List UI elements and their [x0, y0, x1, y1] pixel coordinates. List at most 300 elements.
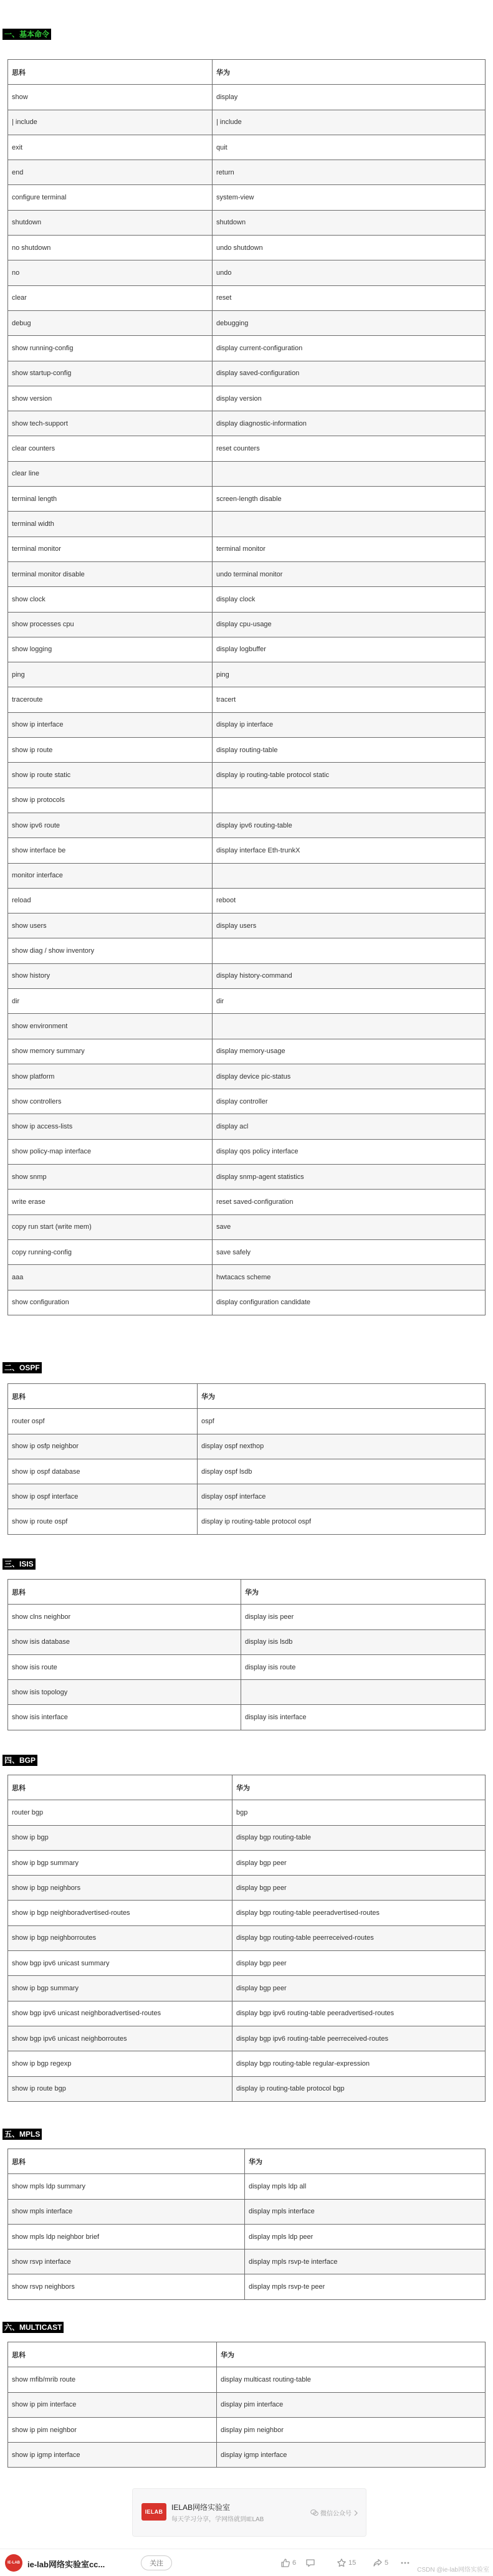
cisco-command-cell: show ip interface — [8, 712, 213, 737]
huawei-command-cell: system-view — [213, 185, 486, 210]
cisco-command-cell: show isis topology — [8, 1680, 241, 1705]
table-head — [8, 1384, 486, 1409]
table-row — [8, 687, 486, 712]
table-row — [8, 135, 486, 160]
huawei-command-cell: display mpls ldp all — [245, 2174, 486, 2199]
table-row — [8, 1901, 486, 1925]
table-row — [8, 436, 486, 461]
huawei-command-cell: display configuration candidate — [213, 1290, 486, 1315]
huawei-command-cell: display routing-table — [213, 738, 486, 763]
wechat-account-link[interactable] — [310, 2508, 358, 2517]
cisco-command-cell: show mpls interface — [8, 2199, 245, 2224]
table-row — [8, 838, 486, 863]
huawei-command-cell: display bgp peer — [232, 1951, 486, 1976]
cisco-command-cell: show memory summary — [8, 1039, 213, 1064]
cisco-command-cell: shutdown — [8, 210, 213, 235]
cisco-command-cell: exit — [8, 135, 213, 160]
huawei-command-cell: display cpu-usage — [213, 612, 486, 637]
huawei-command-cell: display pim interface — [217, 2392, 486, 2417]
cisco-command-cell: show ip bgp — [8, 1825, 232, 1850]
huawei-command-cell: save safely — [213, 1239, 486, 1264]
table-row — [8, 386, 486, 411]
huawei-command-cell: display isis peer — [241, 1605, 486, 1629]
section-title: 一、基本命令 — [2, 29, 51, 40]
table-row — [8, 1976, 486, 2001]
table-row — [8, 1434, 486, 1459]
table-header-row — [8, 60, 486, 85]
table-body — [8, 85, 486, 1315]
table-row — [8, 1825, 486, 1850]
table-head — [8, 1580, 486, 1605]
huawei-command-cell: display acl — [213, 1114, 486, 1139]
huawei-command-cell: save — [213, 1214, 486, 1239]
cisco-command-cell: show ip ospf interface — [8, 1484, 198, 1509]
huawei-command-cell: display saved-configuration — [213, 361, 486, 386]
favorite-count: 15 — [348, 2559, 357, 2567]
huawei-command-cell — [213, 512, 486, 537]
cisco-command-cell: show ipv6 route — [8, 813, 213, 837]
huawei-command-cell: display users — [213, 914, 486, 938]
account-slogan: 每天学习分享，学网络就到IELAB — [171, 2516, 264, 2523]
table-row — [8, 1409, 486, 1434]
huawei-command-cell: display ip routing-table protocol static — [213, 763, 486, 788]
huawei-command-cell: reboot — [213, 888, 486, 913]
cisco-command-cell: show configuration — [8, 1290, 213, 1315]
huawei-command-cell: display ip routing-table protocol bgp — [232, 2076, 486, 2101]
cisco-command-cell: show startup-config — [8, 361, 213, 386]
header-cisco: 思科 — [8, 60, 213, 85]
huawei-command-cell — [213, 461, 486, 486]
table-header-row — [8, 2149, 486, 2174]
cisco-command-cell: show ip protocols — [8, 788, 213, 813]
table-row — [8, 637, 486, 662]
huawei-command-cell: display igmp interface — [217, 2443, 486, 2468]
cisco-command-cell: ping — [8, 662, 213, 687]
avatar[interactable]: IE-LAB — [5, 2554, 22, 2572]
table-row — [8, 310, 486, 335]
cisco-command-cell: show ip bgp neighbors — [8, 1876, 232, 1901]
comment-button[interactable] — [305, 2557, 315, 2569]
table-body — [8, 2367, 486, 2468]
huawei-command-cell: hwtacacs scheme — [213, 1265, 486, 1290]
header-cisco: 思科 — [8, 2342, 217, 2367]
mpls-table — [7, 2149, 486, 2300]
huawei-command-cell: display mpls rsvp-te interface — [245, 2249, 486, 2274]
cisco-command-cell: show ip bgp summary — [8, 1850, 232, 1875]
cisco-command-cell: show rsvp neighbors — [8, 2274, 245, 2299]
follow-button[interactable]: 关注 — [141, 2555, 172, 2570]
cisco-command-cell: show ip ospf database — [8, 1459, 198, 1484]
cisco-command-cell: terminal monitor — [8, 537, 213, 561]
table-row — [8, 1290, 486, 1315]
huawei-command-cell: display qos policy interface — [213, 1139, 486, 1164]
header-cisco: 思科 — [8, 1580, 241, 1605]
cisco-command-cell: show ip bgp regexp — [8, 2051, 232, 2076]
cisco-command-cell: copy run start (write mem) — [8, 1214, 213, 1239]
huawei-command-cell: display pim neighbor — [217, 2417, 486, 2442]
more-button[interactable] — [400, 2557, 410, 2569]
account-name: IELAB网络实验室 — [171, 2503, 231, 2512]
huawei-command-cell: debugging — [213, 310, 486, 335]
cisco-command-cell: show version — [8, 386, 213, 411]
header-huawei: 华为 — [198, 1384, 486, 1409]
cisco-command-cell: no shutdown — [8, 236, 213, 260]
table-row — [8, 963, 486, 988]
cisco-command-cell: router bgp — [8, 1800, 232, 1825]
huawei-command-cell — [213, 788, 486, 813]
table-row — [8, 461, 486, 486]
table-body — [8, 1605, 486, 1730]
table-row — [8, 2001, 486, 2026]
wechat-icon — [310, 2509, 318, 2516]
cisco-command-cell: debug — [8, 310, 213, 335]
account-logo: IELAB — [141, 2503, 166, 2521]
cisco-command-cell: show ip bgp summary — [8, 1976, 232, 2001]
table-row — [8, 260, 486, 285]
table-row — [8, 487, 486, 512]
table-row — [8, 662, 486, 687]
huawei-command-cell: terminal monitor — [213, 537, 486, 561]
cisco-command-cell: show environment — [8, 1014, 213, 1039]
section-title: 四、BGP — [2, 1755, 37, 1766]
cisco-command-cell: show controllers — [8, 1089, 213, 1114]
thumbs-up-icon[interactable] — [280, 2558, 290, 2568]
header-cisco: 思科 — [8, 1384, 198, 1409]
table-row — [8, 411, 486, 436]
cisco-command-cell: show mfib/mrib route — [8, 2367, 217, 2392]
cisco-command-cell: show ip osfp neighbor — [8, 1434, 198, 1459]
table-row — [8, 1654, 486, 1679]
star-icon[interactable] — [337, 2558, 347, 2568]
table-row — [8, 2392, 486, 2417]
table-row — [8, 1139, 486, 1164]
huawei-command-cell: display bgp routing-table regular-expression — [232, 2051, 486, 2076]
cisco-command-cell: show bgp ipv6 unicast summary — [8, 1951, 232, 1976]
cisco-command-cell: show tech-support — [8, 411, 213, 436]
header-huawei: 华为 — [232, 1775, 486, 1800]
huawei-command-cell: undo shutdown — [213, 236, 486, 260]
huawei-command-cell: display mpls ldp peer — [245, 2224, 486, 2249]
table-row — [8, 160, 486, 185]
huawei-command-cell: display device pic-status — [213, 1064, 486, 1089]
cisco-command-cell: show ip route — [8, 738, 213, 763]
huawei-command-cell: dir — [213, 988, 486, 1013]
table-row — [8, 512, 486, 537]
cisco-command-cell: show users — [8, 914, 213, 938]
table-header-row — [8, 1384, 486, 1409]
table-row — [8, 1484, 486, 1509]
cisco-command-cell: show diag / show inventory — [8, 938, 213, 963]
huawei-command-cell: display ospf interface — [198, 1484, 486, 1509]
cisco-command-cell: end — [8, 160, 213, 185]
header-cisco: 思科 — [8, 2149, 245, 2174]
huawei-command-cell: return — [213, 160, 486, 185]
huawei-command-cell: shutdown — [213, 210, 486, 235]
table-row — [8, 988, 486, 1013]
huawei-command-cell: display diagnostic-information — [213, 411, 486, 436]
cisco-command-cell: show interface be — [8, 838, 213, 863]
header-cisco: 思科 — [8, 1775, 232, 1800]
table-header-row — [8, 1580, 486, 1605]
cisco-command-cell: show bgp ipv6 unicast neighborroutes — [8, 2026, 232, 2051]
isis-table — [7, 1579, 486, 1730]
cisco-command-cell: show processes cpu — [8, 612, 213, 637]
cisco-command-cell: clear counters — [8, 436, 213, 461]
huawei-command-cell: display controller — [213, 1089, 486, 1114]
cisco-command-cell: configure terminal — [8, 185, 213, 210]
cisco-command-cell: show — [8, 85, 213, 110]
huawei-command-cell: ospf — [198, 1409, 486, 1434]
table-row — [8, 914, 486, 938]
huawei-command-cell: display ospf nexthop — [198, 1434, 486, 1459]
table-row — [8, 1800, 486, 1825]
table-row — [8, 361, 486, 386]
huawei-command-cell: display ospf lsdb — [198, 1459, 486, 1484]
share-count: 5 — [385, 2559, 389, 2567]
header-huawei: 华为 — [241, 1580, 486, 1605]
table-row — [8, 788, 486, 813]
cisco-command-cell: show ip access-lists — [8, 1114, 213, 1139]
section-title: 三、ISIS — [2, 1558, 36, 1570]
table-row — [8, 85, 486, 110]
cisco-command-cell: write erase — [8, 1190, 213, 1214]
cisco-command-cell: terminal monitor disable — [8, 561, 213, 586]
table-row — [8, 1509, 486, 1534]
table-row — [8, 1951, 486, 1976]
multicast-table — [7, 2342, 486, 2468]
table-head — [8, 60, 486, 85]
table-row — [8, 210, 486, 235]
cisco-command-cell: show running-config — [8, 336, 213, 361]
table-row — [8, 2274, 486, 2299]
huawei-command-cell: display bgp ipv6 routing-table peeradvertised-routes — [232, 2001, 486, 2026]
table-row — [8, 2174, 486, 2199]
cisco-command-cell: show clns neighbor — [8, 1605, 241, 1629]
huawei-command-cell: display isis route — [241, 1654, 486, 1679]
table-row — [8, 537, 486, 561]
table-row — [8, 587, 486, 612]
table-row — [8, 712, 486, 737]
table-head — [8, 2342, 486, 2367]
cisco-command-cell: show bgp ipv6 unicast neighboradvertised-routes — [8, 2001, 232, 2026]
huawei-command-cell: reset counters — [213, 436, 486, 461]
huawei-command-cell: display multicast routing-table — [217, 2367, 486, 2392]
table-row — [8, 2417, 486, 2442]
cisco-command-cell: show ip route ospf — [8, 1509, 198, 1534]
cisco-command-cell: clear — [8, 285, 213, 310]
cisco-command-cell: show mpls ldp neighbor brief — [8, 2224, 245, 2249]
cisco-command-cell: show snmp — [8, 1165, 213, 1190]
cisco-command-cell: show ip igmp interface — [8, 2443, 217, 2468]
table-row — [8, 285, 486, 310]
cisco-command-cell: show policy-map interface — [8, 1139, 213, 1164]
huawei-command-cell: quit — [213, 135, 486, 160]
table-row — [8, 236, 486, 260]
table-row — [8, 1165, 486, 1190]
huawei-command-cell: display isis interface — [241, 1705, 486, 1730]
table-row — [8, 2199, 486, 2224]
table-row — [8, 2367, 486, 2392]
like-button[interactable] — [280, 2557, 296, 2569]
table-row — [8, 1239, 486, 1264]
table-row — [8, 2026, 486, 2051]
cisco-command-cell: show isis route — [8, 1654, 241, 1679]
cisco-command-cell: no — [8, 260, 213, 285]
favorite-button[interactable] — [337, 2557, 356, 2569]
table-row — [8, 1705, 486, 1730]
huawei-command-cell: display bgp routing-table peeradvertised-routes — [232, 1901, 486, 1925]
table-row — [8, 1089, 486, 1114]
table-row — [8, 1680, 486, 1705]
huawei-command-cell: display bgp routing-table — [232, 1825, 486, 1850]
table-row — [8, 1850, 486, 1875]
table-row — [8, 336, 486, 361]
table-row — [8, 813, 486, 837]
huawei-command-cell: tracert — [213, 687, 486, 712]
huawei-command-cell: screen-length disable — [213, 487, 486, 512]
author-name[interactable]: ie-lab网络实验室cc... — [27, 2560, 105, 2569]
table-row — [8, 863, 486, 888]
table-row — [8, 1459, 486, 1484]
table-header-row — [8, 2342, 486, 2367]
bgp-table — [7, 1775, 486, 2102]
cisco-command-cell: show rsvp interface — [8, 2249, 245, 2274]
section-title: 五、MPLS — [2, 2129, 42, 2140]
table-row — [8, 763, 486, 788]
cisco-command-cell: dir — [8, 988, 213, 1013]
cisco-command-cell: show clock — [8, 587, 213, 612]
cisco-command-cell: terminal width — [8, 512, 213, 537]
table-row — [8, 1925, 486, 1950]
cisco-command-cell: clear line — [8, 461, 213, 486]
wechat-link-label: 微信公众号 — [320, 2511, 352, 2517]
cisco-command-cell: show mpls ldp summary — [8, 2174, 245, 2199]
table-row — [8, 888, 486, 913]
huawei-command-cell: ping — [213, 662, 486, 687]
huawei-command-cell: reset — [213, 285, 486, 310]
table-row — [8, 2249, 486, 2274]
table-row — [8, 1190, 486, 1214]
more-icon[interactable] — [400, 2558, 410, 2568]
chevron-right-icon — [353, 2510, 358, 2516]
share-button[interactable] — [373, 2557, 388, 2569]
huawei-command-cell: undo terminal monitor — [213, 561, 486, 586]
huawei-command-cell: display version — [213, 386, 486, 411]
huawei-command-cell: undo — [213, 260, 486, 285]
cisco-command-cell: reload — [8, 888, 213, 913]
table-row — [8, 185, 486, 210]
huawei-command-cell: display bgp ipv6 routing-table peerreceived-routes — [232, 2026, 486, 2051]
huawei-command-cell: display mpls rsvp-te peer — [245, 2274, 486, 2299]
like-count: 6 — [292, 2559, 297, 2567]
huawei-command-cell: display bgp routing-table peerreceived-routes — [232, 1925, 486, 1950]
cisco-command-cell: show isis database — [8, 1629, 241, 1654]
cisco-command-cell: show ip pim neighbor — [8, 2417, 217, 2442]
cisco-command-cell: traceroute — [8, 687, 213, 712]
huawei-command-cell: display — [213, 85, 486, 110]
table-row — [8, 738, 486, 763]
cisco-command-cell: show ip pim interface — [8, 2392, 217, 2417]
table-body — [8, 1409, 486, 1534]
ospf-table — [7, 1383, 486, 1535]
table-row — [8, 612, 486, 637]
huawei-command-cell: display bgp peer — [232, 1876, 486, 1901]
huawei-command-cell — [213, 938, 486, 963]
header-huawei: 华为 — [217, 2342, 486, 2367]
table-row — [8, 2051, 486, 2076]
huawei-command-cell — [241, 1680, 486, 1705]
table-header-row — [8, 1775, 486, 1800]
huawei-command-cell: | include — [213, 110, 486, 135]
huawei-command-cell: display isis lsdb — [241, 1629, 486, 1654]
cisco-command-cell: copy running-config — [8, 1239, 213, 1264]
table-row — [8, 1876, 486, 1901]
table-row — [8, 938, 486, 963]
huawei-command-cell: display bgp peer — [232, 1976, 486, 2001]
csdn-watermark: CSDN @ie-lab网络实验室 — [417, 2567, 489, 2574]
table-head — [8, 2149, 486, 2174]
comment-icon[interactable] — [305, 2558, 315, 2568]
table-row — [8, 1064, 486, 1089]
huawei-command-cell: bgp — [232, 1800, 486, 1825]
cisco-command-cell: show ip bgp neighboradvertised-routes — [8, 1901, 232, 1925]
table-row — [8, 1214, 486, 1239]
huawei-command-cell: display memory-usage — [213, 1039, 486, 1064]
share-icon[interactable] — [373, 2558, 383, 2568]
huawei-command-cell: display snmp-agent statistics — [213, 1165, 486, 1190]
table-row — [8, 1039, 486, 1064]
section-title: 六、MULTICAST — [2, 2322, 64, 2333]
huawei-command-cell — [213, 863, 486, 888]
huawei-command-cell: display clock — [213, 587, 486, 612]
cisco-command-cell: show isis interface — [8, 1705, 241, 1730]
cisco-command-cell: show platform — [8, 1064, 213, 1089]
table-head — [8, 1775, 486, 1800]
table-row — [8, 1014, 486, 1039]
cisco-command-cell: show ip route bgp — [8, 2076, 232, 2101]
table-row — [8, 2224, 486, 2249]
table-row — [8, 110, 486, 135]
huawei-command-cell: display bgp peer — [232, 1850, 486, 1875]
huawei-command-cell: display ipv6 routing-table — [213, 813, 486, 837]
cisco-command-cell: router ospf — [8, 1409, 198, 1434]
cisco-command-cell: show ip bgp neighborroutes — [8, 1925, 232, 1950]
cisco-command-cell: monitor interface — [8, 863, 213, 888]
cisco-command-cell: terminal length — [8, 487, 213, 512]
table-row — [8, 561, 486, 586]
section-title: 二、OSPF — [2, 1362, 42, 1373]
table-row — [8, 1629, 486, 1654]
official-account-card[interactable] — [132, 2488, 366, 2537]
table-row — [8, 1114, 486, 1139]
header-huawei: 华为 — [245, 2149, 486, 2174]
cisco-command-cell: show ip route static — [8, 763, 213, 788]
basic-commands-table — [7, 59, 486, 1315]
huawei-command-cell: display current-configuration — [213, 336, 486, 361]
huawei-command-cell: display mpls interface — [245, 2199, 486, 2224]
table-body — [8, 1800, 486, 2102]
table-row — [8, 1265, 486, 1290]
cisco-command-cell: aaa — [8, 1265, 213, 1290]
cisco-command-cell: show history — [8, 963, 213, 988]
table-row — [8, 2076, 486, 2101]
table-row — [8, 1605, 486, 1629]
cisco-command-cell: | include — [8, 110, 213, 135]
author-toolbar — [0, 2549, 493, 2576]
table-body — [8, 2174, 486, 2299]
huawei-command-cell — [213, 1014, 486, 1039]
huawei-command-cell: display ip interface — [213, 712, 486, 737]
